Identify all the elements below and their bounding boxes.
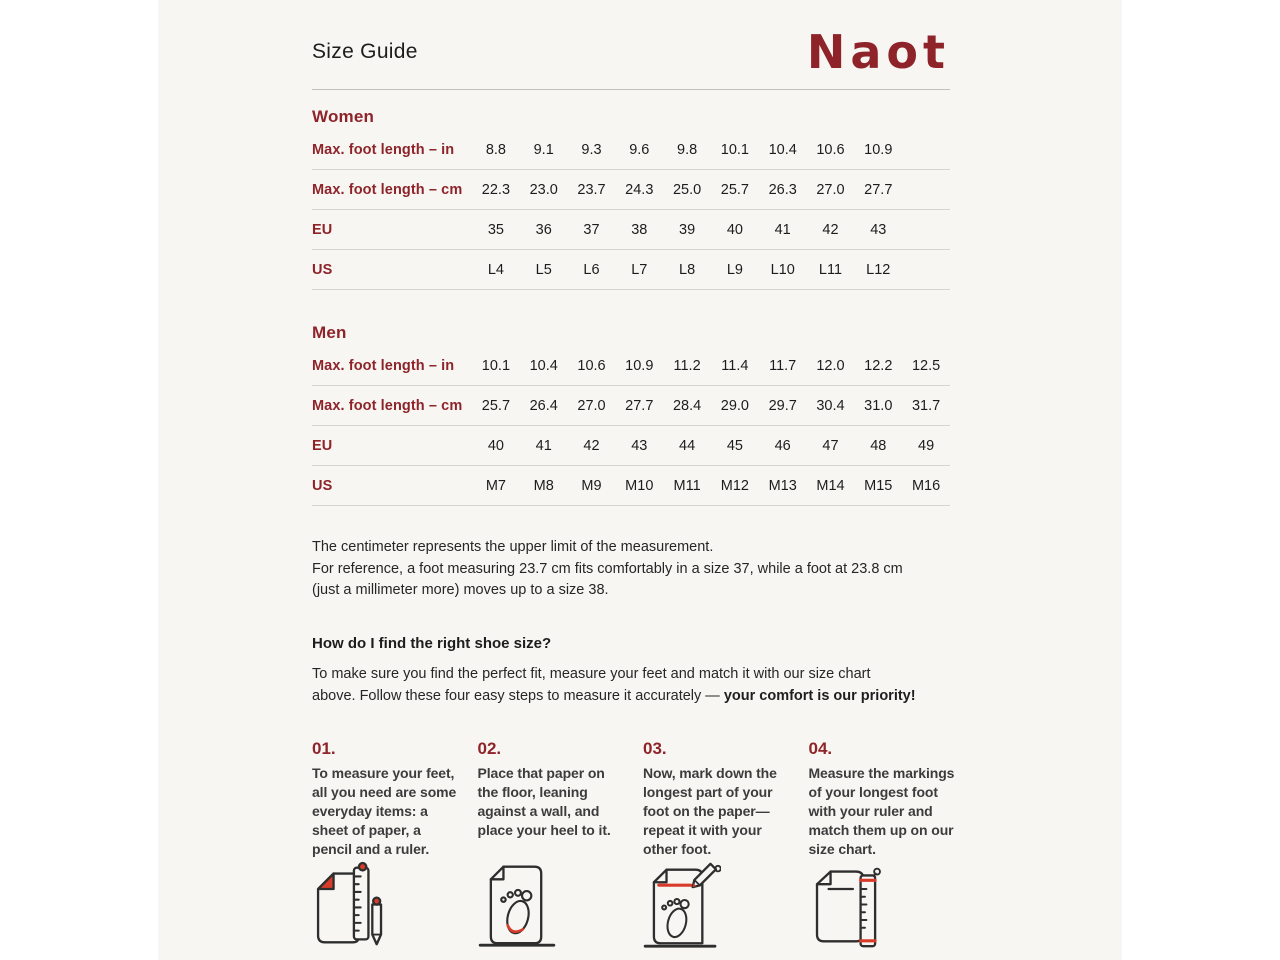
size-value: 12.2 xyxy=(864,357,893,374)
size-value: L6 xyxy=(583,261,600,278)
measuring-steps xyxy=(312,737,955,950)
intro-line1: To make sure you find the perfect fit, measure your feet and match it with our size chart xyxy=(312,665,871,682)
row-label: US xyxy=(312,261,333,278)
men-size-table xyxy=(312,346,950,506)
size-value: 41 xyxy=(535,437,552,454)
size-value: 35 xyxy=(487,221,504,238)
size-value: 11.4 xyxy=(721,357,749,374)
table-row xyxy=(312,466,950,506)
paper-ruler-measure-icon xyxy=(809,859,961,951)
size-value: 27.7 xyxy=(864,181,893,198)
size-value: 9.3 xyxy=(581,141,602,158)
size-value: 42 xyxy=(822,221,839,238)
row-label: Max. foot length – in xyxy=(312,141,455,158)
size-value: M12 xyxy=(720,477,749,494)
row-label: Max. foot length – in xyxy=(312,357,455,374)
table-row xyxy=(312,170,950,210)
size-value: 47 xyxy=(822,437,839,454)
table-row xyxy=(312,386,950,426)
size-value: 43 xyxy=(870,221,887,238)
size-value: 31.7 xyxy=(911,397,941,414)
size-value: 48 xyxy=(870,437,887,454)
step-3 xyxy=(643,737,809,950)
size-value: L12 xyxy=(866,261,891,278)
size-value: 10.4 xyxy=(768,141,797,158)
measurement-notes xyxy=(312,537,950,602)
size-value: 41 xyxy=(774,221,791,238)
size-value: 38 xyxy=(631,221,648,238)
intro-bold: your comfort is our priority! xyxy=(723,687,916,704)
size-value: L7 xyxy=(631,261,648,278)
header xyxy=(312,0,950,90)
men-section-heading: Men xyxy=(312,323,347,342)
size-value: 28.4 xyxy=(672,397,702,414)
size-value: L9 xyxy=(726,261,743,278)
size-value: L11 xyxy=(818,261,843,278)
step-text: Now, mark down the longest part of your foot on the paper—repeat it with your other foot. xyxy=(643,764,777,857)
howto-heading: How do I find the right shoe size? xyxy=(312,634,552,652)
table-row xyxy=(312,346,950,386)
size-value: 29.0 xyxy=(720,397,749,414)
page-title: Size Guide xyxy=(312,39,418,63)
row-label: Max. foot length – cm xyxy=(312,397,463,414)
size-value: 40 xyxy=(487,437,504,454)
size-value: 36 xyxy=(535,221,552,238)
size-value: 12.0 xyxy=(816,357,845,374)
size-value: 26.4 xyxy=(529,397,558,414)
table-row xyxy=(312,250,950,290)
step-number: 01. xyxy=(312,738,336,758)
step-text: Measure the markings of your longest foot with your ruler and match them up on our size chart. xyxy=(808,764,955,857)
step-number: 04. xyxy=(808,738,833,758)
size-value: 22.3 xyxy=(481,181,511,198)
size-value: 11.7 xyxy=(769,357,797,374)
table-row xyxy=(312,130,950,170)
size-value: L10 xyxy=(770,261,795,278)
size-value: 23.7 xyxy=(577,181,606,198)
size-value: L5 xyxy=(535,261,552,278)
size-value: 23.0 xyxy=(529,181,558,198)
size-value: M9 xyxy=(581,477,602,494)
paper-ruler-pencil-icon xyxy=(312,859,464,951)
size-value: 25.7 xyxy=(481,397,511,414)
row-label: Max. foot length – cm xyxy=(312,181,463,198)
size-value: 31.0 xyxy=(864,397,893,414)
step-number: 03. xyxy=(643,738,667,758)
size-value: 49 xyxy=(918,437,935,454)
size-value: 30.4 xyxy=(816,397,845,414)
row-label: EU xyxy=(312,221,333,238)
size-value: 43 xyxy=(631,437,648,454)
step-number: 02. xyxy=(477,738,502,758)
size-value: 24.3 xyxy=(625,181,654,198)
paper-footprint-heel-icon xyxy=(478,858,630,950)
size-guide-card xyxy=(158,0,1122,960)
row-label: US xyxy=(312,477,333,494)
size-value: M7 xyxy=(485,477,506,494)
size-value: 46 xyxy=(774,437,791,454)
women-section-heading: Women xyxy=(312,107,375,126)
size-value: 25.7 xyxy=(720,181,749,198)
size-value: 27.0 xyxy=(577,397,606,414)
size-value: L4 xyxy=(487,261,504,278)
size-value: 8.8 xyxy=(485,141,506,158)
size-value: 10.1 xyxy=(720,141,749,158)
paper-footprint-pencil-mark-icon xyxy=(643,859,795,951)
size-value: 25.0 xyxy=(672,181,702,198)
table-row xyxy=(312,210,950,250)
size-value: 9.1 xyxy=(533,141,554,158)
size-value: 45 xyxy=(726,437,743,454)
size-value: 27.7 xyxy=(625,397,654,414)
size-value: 9.6 xyxy=(629,141,650,158)
howto-intro xyxy=(312,663,950,707)
note-line: The centimeter represents the upper limit of the measurement. xyxy=(312,539,714,555)
step-2 xyxy=(478,737,644,950)
size-value: M11 xyxy=(673,477,701,494)
size-value: 27.0 xyxy=(816,181,845,198)
size-value: 9.8 xyxy=(677,141,698,158)
size-value: M14 xyxy=(816,477,845,494)
size-value: 10.4 xyxy=(529,357,558,374)
size-value: M13 xyxy=(768,477,797,494)
size-value: 11.2 xyxy=(673,357,701,374)
step-4 xyxy=(809,737,975,950)
size-value: L8 xyxy=(679,261,696,278)
size-value: M8 xyxy=(533,477,554,494)
size-value: 37 xyxy=(583,221,600,238)
size-value: M10 xyxy=(625,477,654,494)
women-size-table xyxy=(312,130,950,290)
step-text: To measure your feet, all you need are some everyday items: a sheet of paper, a pencil and a ruler. xyxy=(312,764,457,857)
size-value: 10.6 xyxy=(577,357,606,374)
row-label: EU xyxy=(312,437,333,454)
size-value: 29.7 xyxy=(768,397,797,414)
size-value: 42 xyxy=(583,437,600,454)
size-value: M16 xyxy=(911,477,941,494)
size-value: 10.6 xyxy=(816,141,845,158)
step-1 xyxy=(312,737,478,950)
intro-line2: above. Follow these four easy steps to measure it accurately — xyxy=(312,687,724,704)
size-value: 12.5 xyxy=(911,357,941,374)
size-value: 26.3 xyxy=(768,181,797,198)
step-text: Place that paper on the floor, leaning against a wall, and place your heel to it. xyxy=(477,764,611,838)
size-value: 44 xyxy=(679,437,696,454)
note-line: For reference, a foot measuring 23.7 cm fits comfortably in a size 37, while a foot at 23.8 cm xyxy=(312,560,903,577)
naot-logo: Naot xyxy=(806,24,950,79)
note-line: (just a millimeter more) moves up to a size 38. xyxy=(312,582,609,598)
size-value: 10.1 xyxy=(481,357,511,374)
size-value: 40 xyxy=(726,221,743,238)
size-value: 10.9 xyxy=(625,357,654,374)
size-value: M15 xyxy=(864,477,893,494)
size-value: 39 xyxy=(679,221,696,238)
size-value: 10.9 xyxy=(864,141,893,158)
table-row xyxy=(312,426,950,466)
